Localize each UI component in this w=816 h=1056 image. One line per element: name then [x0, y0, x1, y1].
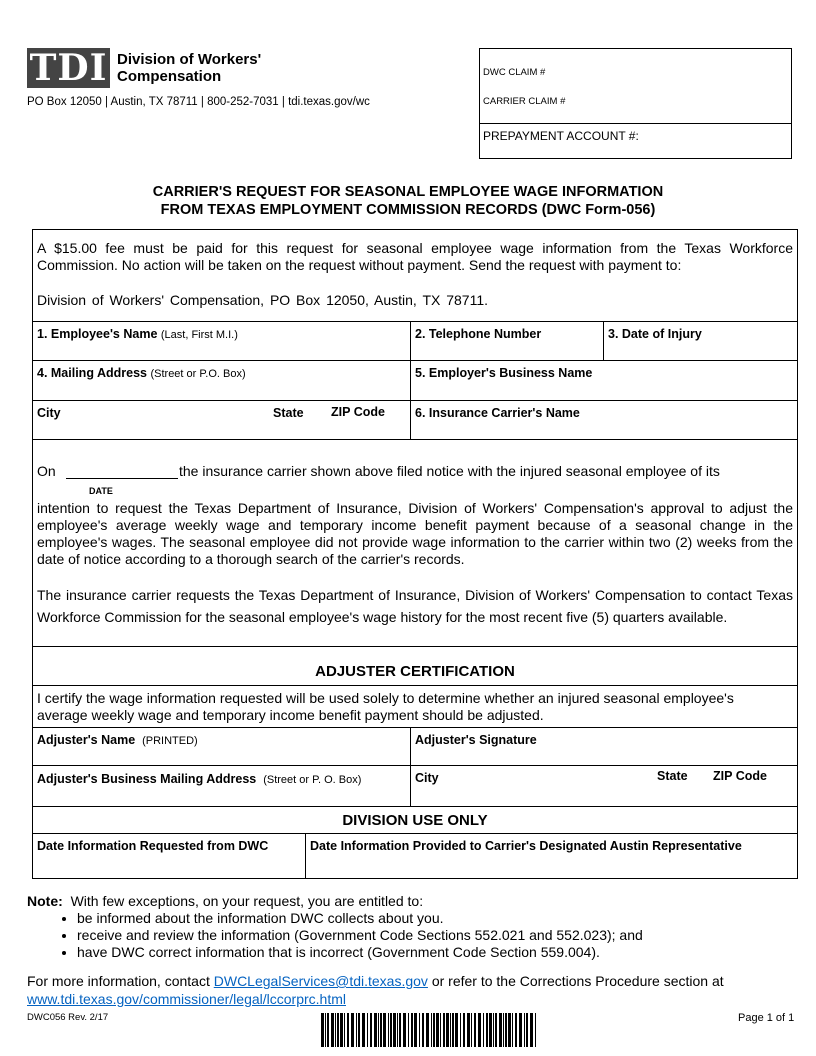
barcode-bar — [374, 1013, 377, 1047]
barcode-bar — [335, 1013, 336, 1047]
date-requested-field[interactable]: Date Information Requested from DWC — [37, 839, 269, 853]
barcode-bar — [512, 1013, 513, 1047]
division-heading: DIVISION USE ONLY — [342, 812, 488, 829]
prepayment-label: PREPAYMENT ACCOUNT #: — [483, 129, 639, 143]
barcode-bar — [358, 1013, 360, 1047]
zip-field[interactable]: ZIP Code — [331, 405, 385, 419]
claim-box — [479, 48, 792, 159]
barcode-bar — [397, 1013, 398, 1047]
barcode-bar — [519, 1013, 522, 1047]
date-of-injury-field[interactable]: 3. Date of Injury — [608, 327, 702, 341]
tdi-logo: TDI — [27, 48, 110, 88]
carrier-name-field[interactable]: 6. Insurance Carrier's Name — [415, 406, 580, 420]
barcode-bar — [486, 1013, 488, 1047]
barcode-bar — [362, 1013, 365, 1047]
email-link[interactable]: DWCLegalServices@tdi.texas.gov — [213, 973, 428, 989]
barcode-bar — [508, 1013, 511, 1047]
mailing-address-field[interactable]: 4. Mailing Address (Street or P.O. Box) — [37, 366, 246, 380]
org-address: PO Box 12050 | Austin, TX 78711 | 800-252-7031 | tdi.texas.gov/wc — [27, 96, 370, 108]
barcode-bar — [337, 1013, 339, 1047]
barcode-bar — [526, 1013, 528, 1047]
org-name: Division of Workers' Compensation — [117, 51, 262, 85]
barcode-bar — [446, 1013, 449, 1047]
barcode-bar — [399, 1013, 401, 1047]
barcode-bar — [471, 1013, 472, 1047]
notice-date-field[interactable] — [66, 478, 178, 479]
page-number: Page 1 of 1 — [738, 1012, 795, 1024]
barcode-bar — [478, 1013, 481, 1047]
adjuster-state-field[interactable]: State — [657, 769, 688, 783]
barcode-bar — [403, 1013, 406, 1047]
barcode-bar — [433, 1013, 435, 1047]
barcode-bar — [351, 1013, 354, 1047]
barcode-bar — [463, 1013, 465, 1047]
form-title: CARRIER'S REQUEST FOR SEASONAL EMPLOYEE WAGE INFORMATION FROM TEXAS EMPLOYMENT COMMISSION RECORDS (DWC Form-056) — [152, 184, 664, 218]
barcode-bar — [499, 1013, 502, 1047]
date-label: DATE — [89, 486, 113, 496]
city-field[interactable]: City — [37, 406, 61, 420]
barcode-bar — [505, 1013, 507, 1047]
barcode-bar — [370, 1013, 372, 1047]
on-label: On — [37, 463, 56, 479]
barcode-bar — [331, 1013, 334, 1047]
barcode-bar — [344, 1013, 345, 1047]
certification-text: I certify the wage information requested will be used solely to determine whether an injured seasonal employee's average weekly wage and temporary income benefit payment should be adjusted. — [37, 690, 734, 723]
request-paragraph: The insurance carrier requests the Texas Department of Insurance, Division of Workers' Compensation to contact Texas Workforce Commission for the seasonal employee's wage history for the most recent five (5) quarters available. — [37, 587, 793, 625]
barcode-bar — [474, 1013, 476, 1047]
barcode-bar — [422, 1013, 424, 1047]
barcode-bar — [390, 1013, 392, 1047]
barcode-bar — [380, 1013, 382, 1047]
notice-paragraph: intention to request the Texas Department of Insurance, Division of Workers' Compensation's approval to adjust the employee's average weekly wage and temporary income benefit payment because of a seasonal change in the employee's wages. The seasonal employee did not provide wage information to the carrier within two (2) weeks from the date of notice according to a thorough search of the carrier's records. — [37, 500, 793, 567]
barcode-bar — [524, 1013, 525, 1047]
dwc-claim-label: DWC CLAIM # — [483, 67, 546, 78]
barcode-bar — [493, 1013, 494, 1047]
carrier-claim-label: CARRIER CLAIM # — [483, 96, 566, 107]
corrections-link[interactable]: www.tdi.texas.gov/commissioner/legal/lccorprc.html — [27, 991, 346, 1007]
barcode-bar — [440, 1013, 441, 1047]
barcode-bar — [411, 1013, 413, 1047]
barcode-bar — [393, 1013, 396, 1047]
barcode-bar — [408, 1013, 409, 1047]
barcode-bar — [426, 1013, 429, 1047]
adjuster-zip-field[interactable]: ZIP Code — [713, 769, 767, 783]
barcode-bar — [495, 1013, 497, 1047]
barcode-bar — [436, 1013, 439, 1047]
barcode-bar — [483, 1013, 484, 1047]
barcode-bar — [378, 1013, 379, 1047]
barcode-bar — [383, 1013, 386, 1047]
barcode-bar — [530, 1013, 533, 1047]
adjuster-city-field[interactable]: City — [415, 771, 439, 785]
payment-address: Division of Workers' Compensation, PO Box 12050, Austin, TX 78711. — [37, 292, 489, 308]
note-bullet: • have DWC correct information that is incorrect (Government Code Section 559.004). — [77, 944, 643, 961]
barcode-bar — [450, 1013, 451, 1047]
form-revision: DWC056 Rev. 2/17 — [27, 1012, 109, 1023]
adjuster-name-field[interactable]: Adjuster's Name (PRINTED) — [37, 733, 198, 747]
barcode-bar — [431, 1013, 432, 1047]
notice-text: the insurance carrier shown above filed notice with the injured seasonal employee of its — [179, 463, 720, 479]
barcode-bar — [321, 1013, 324, 1047]
barcode-bar — [419, 1013, 420, 1047]
barcode-bar — [467, 1013, 470, 1047]
barcode-bar — [535, 1013, 536, 1047]
telephone-field[interactable]: 2. Telephone Number — [415, 327, 542, 341]
state-field[interactable]: State — [273, 406, 304, 420]
fee-notice: A $15.00 fee must be paid for this request for seasonal employee wage information from the Texas Workforce Commission. No action will be taken on the request without payment. Send the request with payment to: — [37, 240, 793, 273]
barcode-bar — [327, 1013, 329, 1047]
privacy-note: Note: With few exceptions, on your request, you are entitled to: • be informed about the information DWC collects about you. • receive and review the information (Government Code Sections 552.021 and 552.023); and • have DWC correct information that is incorrect (Government Code Section 559.004). — [27, 893, 643, 961]
barcode-image — [321, 1013, 539, 1047]
barcode-bar — [367, 1013, 368, 1047]
barcode-bar — [325, 1013, 326, 1047]
barcode-bar — [356, 1013, 357, 1047]
barcode-bar — [414, 1013, 417, 1047]
employee-name-field[interactable]: 1. Employee's Name (Last, First M.I.) — [37, 327, 238, 341]
employer-name-field[interactable]: 5. Employer's Business Name — [415, 366, 593, 380]
barcode-bar — [443, 1013, 445, 1047]
form-table — [32, 229, 798, 879]
barcode-bar — [515, 1013, 517, 1047]
barcode-bar — [452, 1013, 454, 1047]
adjuster-heading: ADJUSTER CERTIFICATION — [315, 663, 515, 680]
note-bullet: • be informed about the information DWC collects about you. — [77, 910, 643, 927]
date-provided-field[interactable]: Date Information Provided to Carrier's Designated Austin Representative — [310, 839, 742, 853]
barcode-bar — [489, 1013, 492, 1047]
more-info: For more information, contact DWCLegalServices@tdi.texas.gov or refer to the Corrections Procedure section at www.tdi.texas.gov/commissioner/legal/lccorprc.html — [27, 973, 724, 1007]
barcode-bar — [340, 1013, 343, 1047]
adjuster-signature-field[interactable]: Adjuster's Signature — [415, 733, 537, 747]
note-bullet: • receive and review the information (Government Code Sections 552.021 and 552.023); and — [77, 927, 643, 944]
adjuster-address-field[interactable]: Adjuster's Business Mailing Address (Street or P. O. Box) — [37, 772, 362, 786]
barcode-bar — [503, 1013, 504, 1047]
barcode-bar — [455, 1013, 458, 1047]
barcode-bar — [460, 1013, 461, 1047]
barcode-bar — [347, 1013, 349, 1047]
barcode-bar — [388, 1013, 389, 1047]
